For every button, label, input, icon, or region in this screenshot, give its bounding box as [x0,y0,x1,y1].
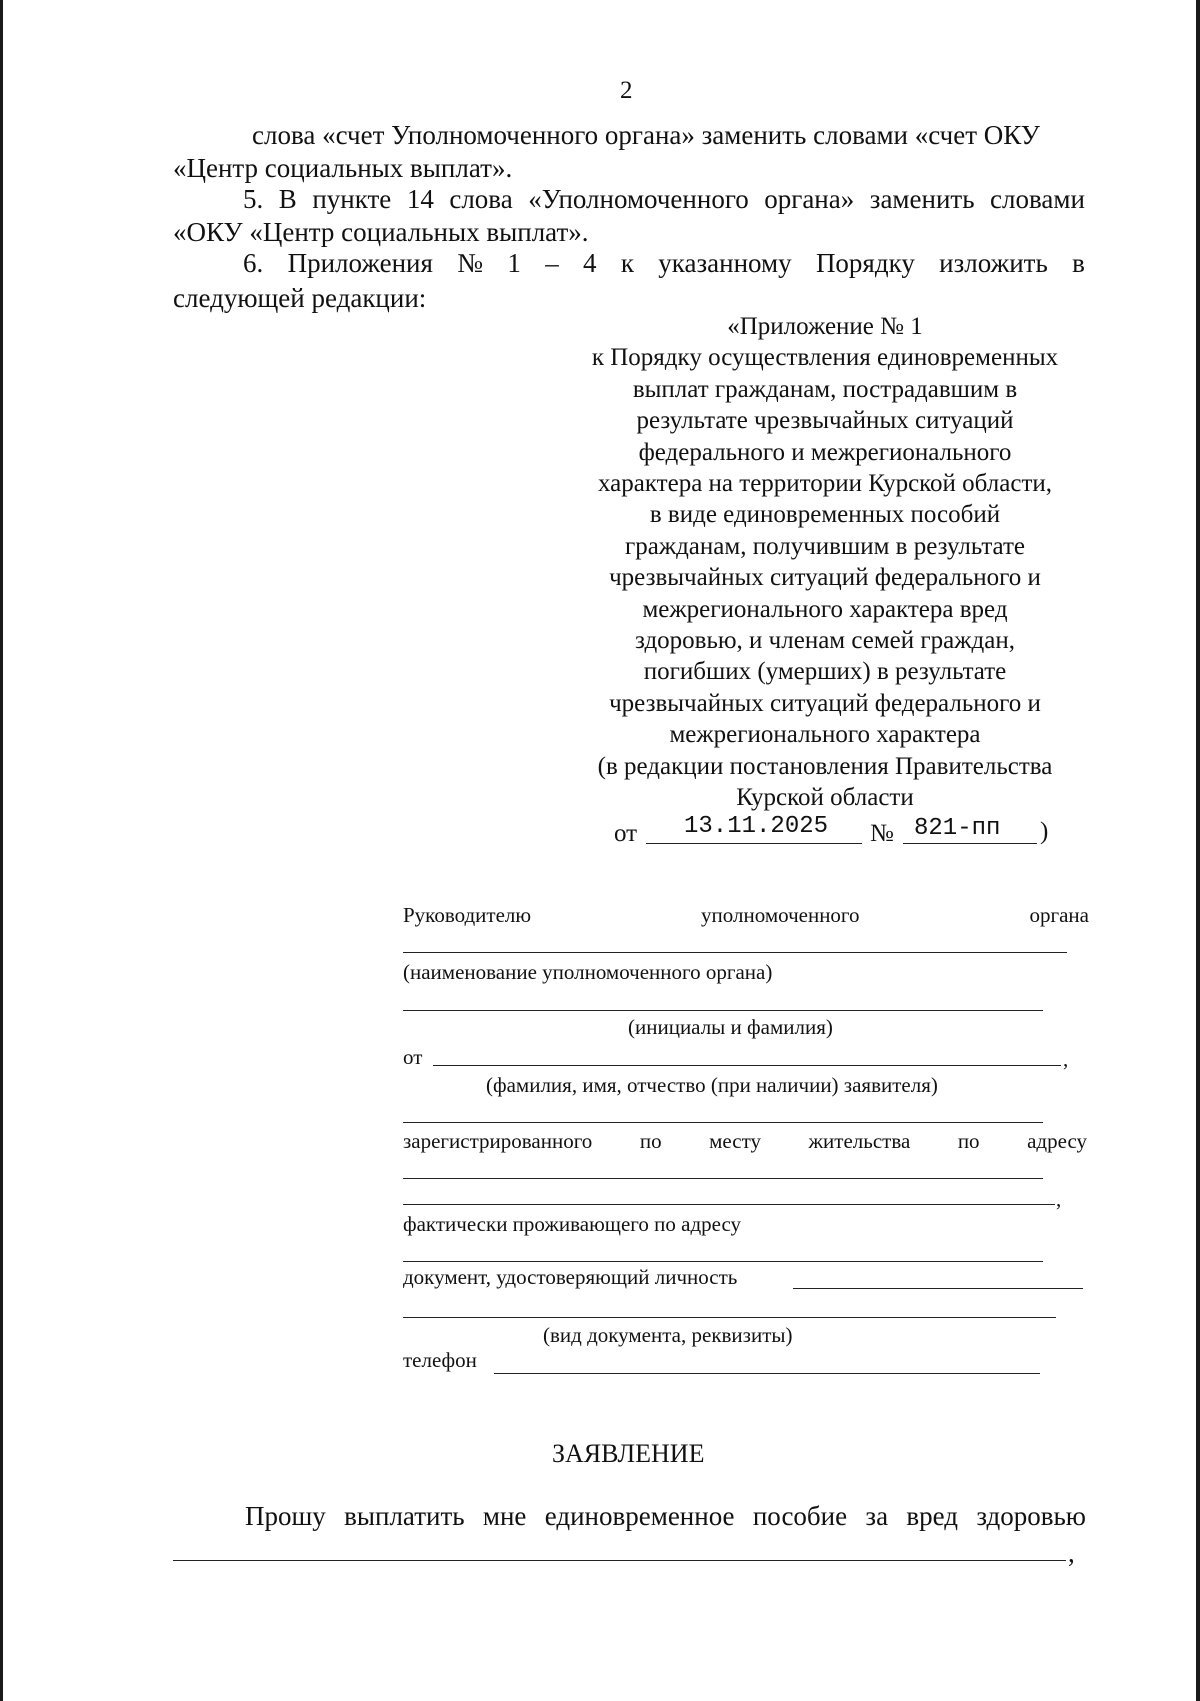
item-6-line-1: 6. Приложения № 1 – 4 к указанному Порядку изложить в [243,248,1085,278]
actual-address-field[interactable] [403,1261,1043,1262]
appendix-line: выплат гражданам, пострадавшим в [632,375,1018,403]
appendix-line: здоровью, и членам семей граждан, [635,627,1015,655]
number-label: № [870,820,894,847]
registration-date: 13.11.2025 [684,813,829,840]
appendix-line: погибших (умерших) в результате [643,658,1007,686]
number-underline [903,843,1037,844]
appendix-line: федерального и межрегионального [638,438,1012,466]
id-document-hint: (вид документа, реквизиты) [543,1323,793,1347]
applicant-from-label: от [403,1045,423,1069]
applicant-name-field-2[interactable] [403,1122,1043,1123]
id-document-field[interactable] [793,1288,1083,1289]
appendix-header [540,311,1110,814]
appendix-line: (в редакции постановления Правительства [597,752,1053,780]
initials-hint: (инициалы и фамилия) [628,1015,833,1039]
appendix-line: в виде единовременных пособий [649,501,1001,529]
body-line-1: слова «счет Уполномоченного органа» заменить словами «счет ОКУ [252,120,1040,150]
appendix-line: гражданам, получившим в результате [624,532,1026,560]
appendix-line: межрегионального характера вред [642,595,1008,623]
item-6-line-2: следующей редакции: [173,283,427,313]
harm-description-field[interactable] [173,1560,1066,1561]
initials-field[interactable] [403,1010,1043,1011]
id-document-field-2[interactable] [403,1317,1056,1318]
org-name-hint: (наименование уполномоченного органа) [403,960,773,984]
comma: , [1063,1047,1069,1071]
comma: , [1068,1538,1075,1568]
item-5-line-1: 5. В пункте 14 слова «Уполномоченного органа» заменить словами [243,184,1085,214]
applicant-hint: (фамилия, имя, отчество (при наличии) заявителя) [486,1073,938,1097]
appendix-line: чрезвычайных ситуаций федерального и [609,564,1041,592]
appendix-line: характера на территории Курской области, [598,470,1052,498]
comma: , [1056,1187,1062,1211]
org-name-field[interactable] [403,952,1067,953]
registered-address-line: зарегистрированного по месту жительства по адресу [403,1129,1087,1153]
from-label: от [614,820,638,847]
appendix-line: к Порядку осуществления единовременных [591,344,1059,372]
phone-field[interactable] [494,1373,1040,1374]
request-line: Прошу выплатить мне единовременное пособие за вред здоровью [245,1501,1086,1531]
id-document-label: документ, удостоверяющий личность [403,1265,738,1289]
appendix-line: чрезвычайных ситуаций федерального и [609,689,1041,717]
addressee-line: Руководителю уполномоченного органа [403,903,1089,927]
body-line-2: «Центр социальных выплат». [173,153,513,183]
registered-address-field[interactable] [403,1178,1043,1179]
scan-edge-right [1196,0,1200,1701]
actual-address-label: фактически проживающего по адресу [403,1212,742,1236]
appendix-line: Курской области [736,784,914,812]
date-underline [646,843,862,844]
scan-edge-left [0,0,3,1701]
page-number: 2 [620,77,633,104]
statement-title: ЗАЯВЛЕНИЕ [552,1439,705,1468]
closing-quote: ) [1040,818,1049,845]
item-5-line-2: «ОКУ «Центр социальных выплат». [173,217,589,247]
appendix-line: результате чрезвычайных ситуаций [636,407,1014,435]
registration-number: 821-пп [914,815,1001,842]
phone-label: телефон [403,1348,477,1372]
appendix-line: межрегионального характера [669,721,981,749]
applicant-name-field[interactable] [433,1065,1061,1066]
appendix-line: «Приложение № 1 [727,313,923,340]
registered-address-field-2[interactable] [403,1204,1055,1205]
